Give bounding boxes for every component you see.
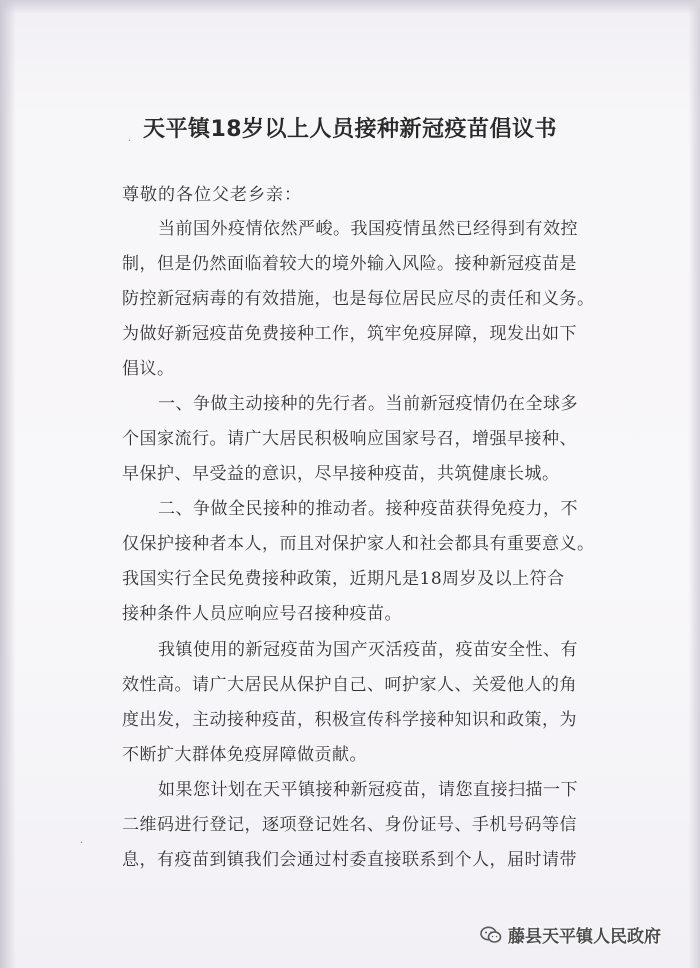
body-line: 二维码进行登记，逐项登记姓名、身份证号、手机号码等信 — [122, 815, 577, 835]
body-line: 制，但是仍然面临着较大的境外输入风险。接种新冠疫苗是 — [122, 254, 577, 274]
wechat-icon — [480, 926, 502, 944]
body-line: 我镇使用的新冠疫苗为国产灭活疫苗，疫苗安全性、有 — [158, 640, 578, 660]
page-shadow-left — [0, 0, 16, 968]
body-line: 我国实行全民免费接种政策，近期凡是18周岁及以上符合 — [122, 569, 565, 589]
source-watermark — [480, 922, 661, 947]
page-shadow-top — [0, 0, 700, 14]
speck-mark: · — [80, 838, 84, 849]
body-line: 当前国外疫情依然严峻。我国疫情虽然已经得到有效控 — [158, 219, 578, 239]
body-line: 为做好新冠疫苗免费接种工作，筑牢免疫屏障，现发出如下 — [122, 324, 577, 344]
body-line: 防控新冠病毒的有效措施，也是每位居民应尽的责任和义务。 — [122, 289, 595, 309]
watermark-text: 藤县天平镇人民政府 — [508, 927, 661, 947]
body-line: 仅保护接种者本人，而且对保护家人和社会都具有重要意义。 — [122, 534, 595, 554]
body-line: 早保护、早受益的意识，尽早接种疫苗，共筑健康长城。 — [122, 464, 560, 484]
body-line: 一、争做主动接种的先行者。当前新冠疫情仍在全球多 — [158, 394, 578, 414]
body-line: 二、争做全民接种的推动者。接种疫苗获得免疫力，不 — [158, 499, 578, 519]
document-title: 天平镇18岁以上人员接种新冠疫苗倡议书 — [142, 117, 558, 142]
page-shadow-right — [688, 0, 700, 968]
body-line: 如果您计划在天平镇接种新冠疫苗，请您直接扫描一下 — [158, 780, 578, 800]
body-line: 倡议。 — [122, 359, 175, 379]
body-line: 效性高。请广大居民从保护自己、呵护家人、关爱他人的角 — [122, 675, 577, 695]
body-line: 不断扩大群体免疫屏障做贡献。 — [122, 745, 367, 765]
body-line: 接种条件人员应响应号召接种疫苗。 — [122, 604, 402, 624]
speck-mark: · — [128, 136, 132, 147]
salutation: 尊敬的各位父老乡亲： — [122, 185, 302, 205]
body-line: 个国家流行。请广大居民积极响应国家号召，增强早接种、 — [122, 429, 577, 449]
body-line: 度出发，主动接种疫苗，积极宣传科学接种知识和政策，为 — [122, 710, 577, 730]
body-line: 息，有疫苗到镇我们会通过村委直接联系到个人，届时请带 — [122, 850, 577, 870]
